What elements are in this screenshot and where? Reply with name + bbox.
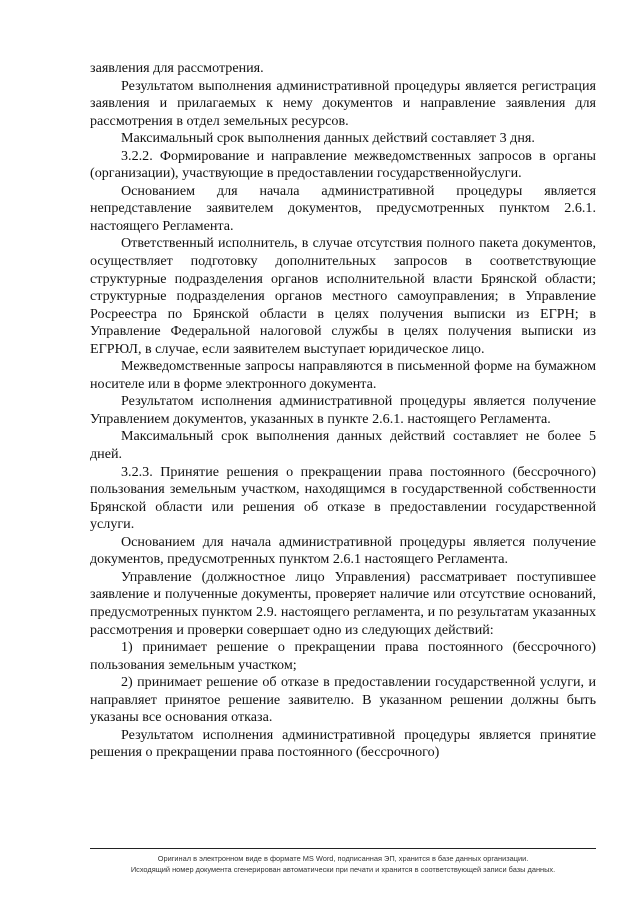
paragraph: заявления для рассмотрения. <box>90 60 264 76</box>
page-footer <box>60 853 626 875</box>
document-body <box>90 60 596 762</box>
paragraph: Межведомственные запросы направляются в письменной форме на бумажном носителе или в форме электронного документа. <box>90 358 596 392</box>
footer-divider <box>90 848 596 849</box>
paragraph: Ответственный исполнитель, в случае отсутствия полного пакета документов, осуществляет подготовку дополнительных запросов в соответствующие структурные подразделения органов исполнительной власти Брянской области; структурные подразделения органов местного самоуправления; в Управление Росреестра по Брянской области в целях получения выписки из ЕГРН; в Управление Федеральной налоговой службы в целях получения выписки из ЕГРЮЛ, в случае, если заявителем выступает юридическое лицо. <box>90 235 596 357</box>
list-item: 1) принимает решение о прекращении права постоянного (бессрочного) пользования земельным участком; <box>90 639 596 673</box>
list-item: 2) принимает решение об отказе в предоставлении государственной услуги, и направляет принятое решение заявителю. В указанном решении должны быть указаны все основания отказа. <box>90 674 596 726</box>
paragraph: Основанием для начала административной процедуры является непредставление заявителем документов, предусмотренных пунктом 2.6.1. настоящего Регламента. <box>90 182 596 234</box>
section-heading-3-2-3: 3.2.3. Принятие решения о прекращении права постоянного (бессрочного) пользования земельным участком, находящимся в государственной собственности Брянской области или решения об отказе в предоставлении государственной услуги. <box>90 463 596 533</box>
paragraph: Максимальный срок выполнения данных действий составляет 3 дня. <box>121 130 535 147</box>
paragraph: Результатом исполнения административной процедуры является получение Управлением документов, указанных в пункте 2.6.1. настоящего Регламента. <box>90 393 596 427</box>
paragraph: Результатом выполнения административной процедуры является регистрация заявления и прилагаемых к нему документов и направление заявления для рассмотрения в отдел земельных ресурсов. <box>90 77 596 129</box>
paragraph: Управление (должностное лицо Управления) рассматривает поступившее заявление и полученные документы, проверяет наличие или отсутствие оснований, предусмотренных пунктом 2.9. настоящего регламента, и по результатам указанных рассмотрения и проверки совершает одно из следующих действий: <box>90 568 596 638</box>
section-heading-3-2-2: 3.2.2. Формирование и направление межведомственных запросов в органы (организации), участвующие в предоставлении государственнойуслуги. <box>90 147 596 182</box>
paragraph: Основанием для начала административной процедуры является получение документов, предусмотренных пунктом 2.6.1 настоящего Регламента. <box>90 533 596 568</box>
paragraph: Результатом исполнения административной процедуры является принятие решения о прекращении права постоянного (бессрочного) <box>90 726 596 761</box>
footer-note-line-1: Оригинал в электронном виде в формате MS Word, подписанная ЭП, хранится в базе данных организации. <box>157 854 529 863</box>
paragraph: Максимальный срок выполнения данных действий составляет не более 5 дней. <box>90 428 596 463</box>
footer-note-line-2: Исходящий номер документа сгенерирован автоматически при печати и хранится в соответствующей записи базы данных. <box>130 865 556 874</box>
